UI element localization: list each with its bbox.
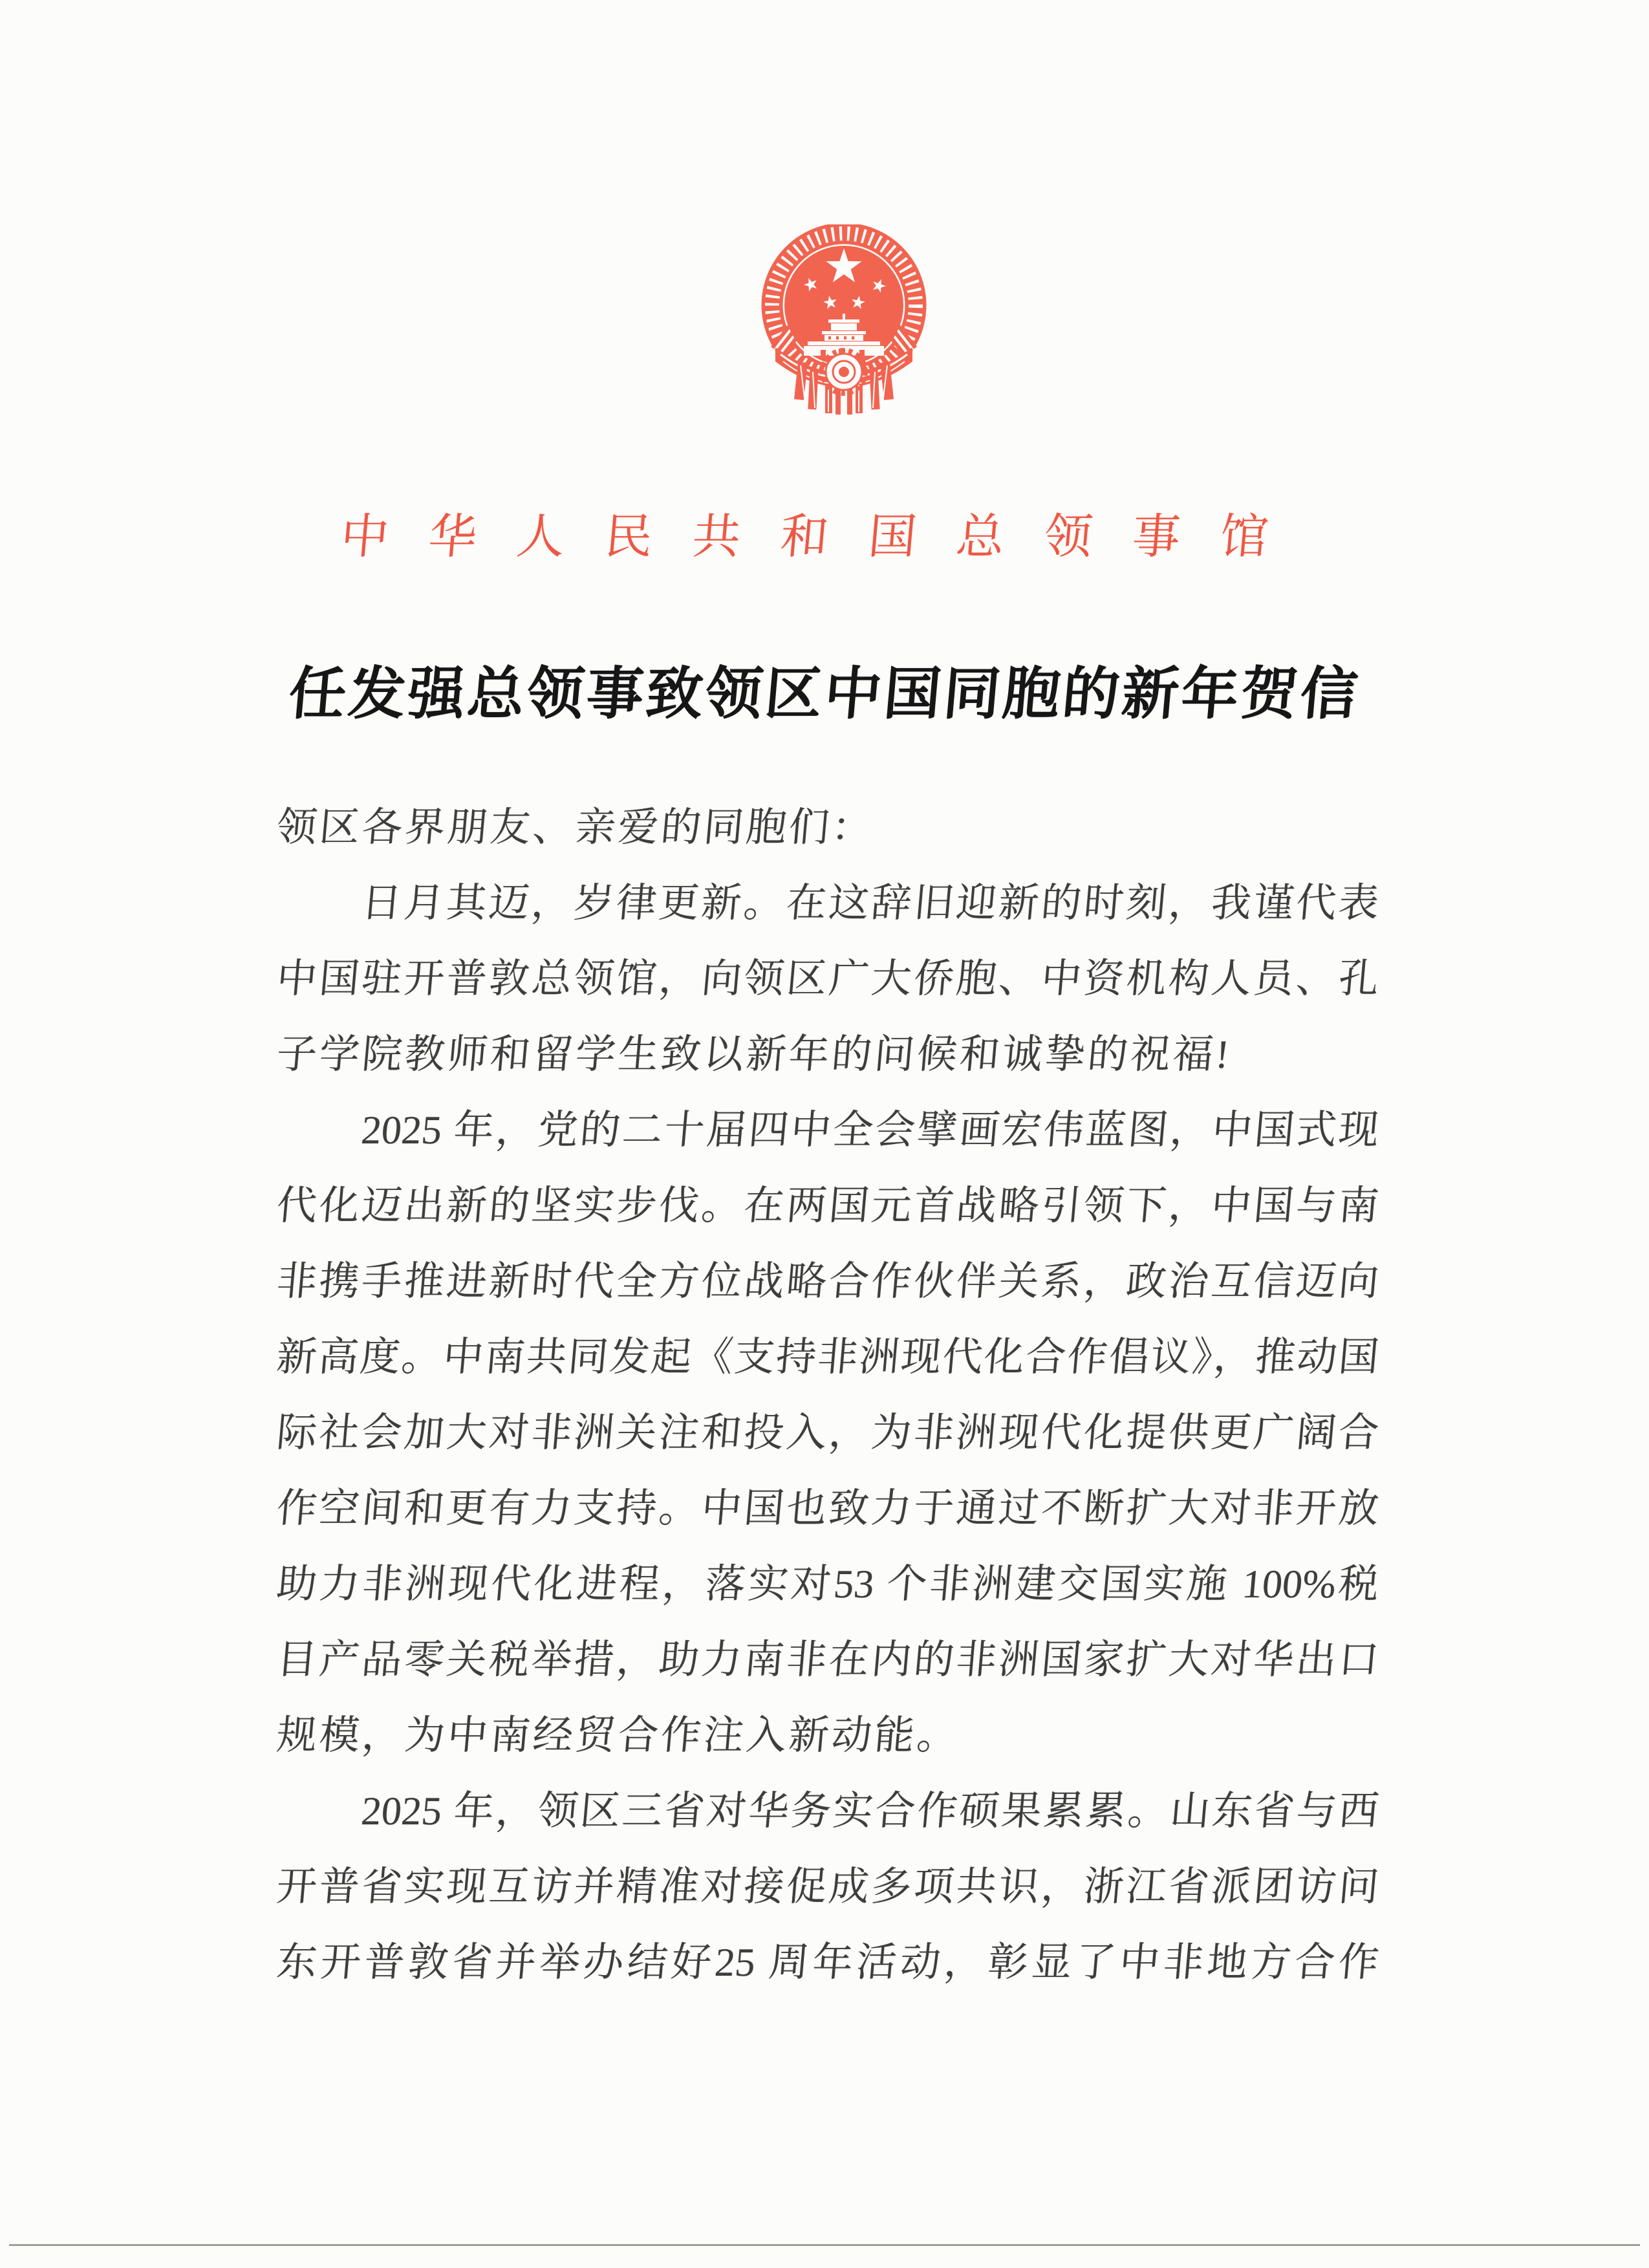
body-line: 2025 年，领区三省对华务实合作硕果累累。山东省与西: [360, 1789, 1381, 1833]
body-line: 东开普敦省并举办结好25 周年活动，彰显了中非地方合作: [275, 1941, 1381, 1985]
body-line: 开普省实现互访并精准对接促成多项共识，浙江省派团访问: [275, 1865, 1381, 1909]
body-line: 日月其迈，岁律更新。在这辞旧迎新的时刻，我谨代表: [360, 881, 1381, 925]
body-line: 2025 年，党的二十届四中全会擘画宏伟蓝图，中国式现: [360, 1108, 1381, 1152]
body-line: 代化迈出新的坚实步伐。在两国元首战略引领下，中国与南: [275, 1184, 1381, 1228]
letter-body: [277, 790, 1379, 2001]
consulate-name: 中华人民共和国总领事馆: [338, 511, 1311, 564]
china-national-emblem-icon: [756, 224, 932, 415]
body-line: 际社会加大对非洲关注和投入，为非洲现代化提供更广阔合: [275, 1411, 1381, 1455]
body-line: 规模，为中南经贸合作注入新动能。: [275, 1714, 962, 1758]
body-line: 目产品零关税举措，助力南非在内的非洲国家扩大对华出口: [275, 1638, 1381, 1682]
body-line: 助力非洲现代化进程，落实对53 个非洲建交国实施 100%税: [275, 1562, 1381, 1606]
body-line: 中国驻开普敦总领馆，向领区广大侨胞、中资机构人员、孔: [275, 957, 1381, 1001]
body-line: 作空间和更有力支持。中国也致力于通过不断扩大对非开放: [275, 1487, 1381, 1531]
body-line: 子学院教师和留学生致以新年的问候和诚挚的祝福!: [275, 1033, 1234, 1077]
body-line: 非携手推进新时代全方位战略合作伙伴关系，政治互信迈向: [275, 1260, 1381, 1304]
body-line: 领区各界朋友、亲爱的同胞们：: [275, 806, 877, 850]
body-line: 新高度。中南共同发起《支持非洲现代化合作倡议》，推动国: [275, 1335, 1381, 1379]
scan-edge-line: [9, 2244, 1640, 2246]
letter-title: 任发强总领事致领区中国同胞的新年贺信: [286, 664, 1363, 726]
